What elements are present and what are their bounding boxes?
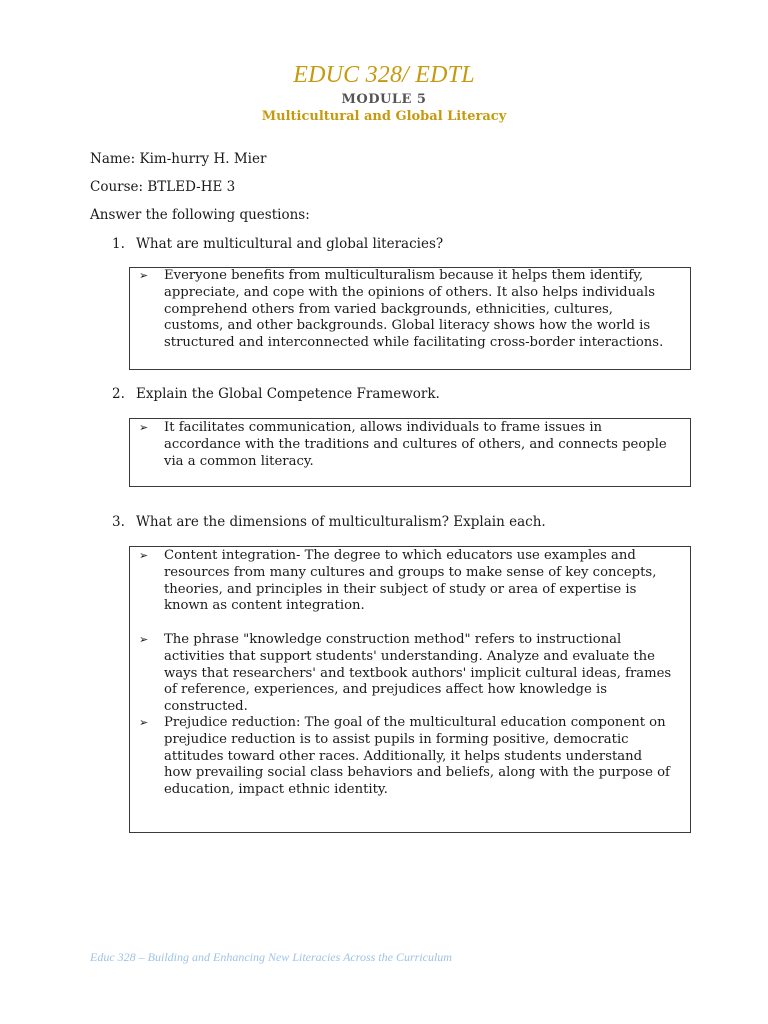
question-number: 2.	[112, 386, 125, 402]
answer-item	[138, 632, 672, 716]
answer-item	[138, 420, 672, 470]
question-1	[112, 236, 443, 252]
instruction-text: Answer the following questions:	[90, 207, 310, 223]
page-footer: Educ 328 – Building and Enhancing New Literacies Across the Curriculum	[90, 950, 452, 964]
arrow-bullet-icon: ➢	[139, 269, 149, 282]
answer-box-2	[129, 418, 691, 487]
answer-text: Everyone benefits from multiculturalism because it helps them identify, appreciate, and cope with the opinions of others. It also helps individuals comprehend others from varied backgrounds, ethnicities, cultures, customs, and other backgrounds. Global literacy shows how the world is structured and interconnected while facilitating cross-border interactions.	[164, 268, 664, 351]
question-3	[112, 514, 546, 530]
arrow-bullet-icon: ➢	[139, 633, 149, 646]
module-label: MODULE 5	[341, 92, 427, 107]
answer-text: The phrase "knowledge construction method" refers to instructional activities that support students' understanding. Analyze and evaluate the ways that researchers' and textbook authors' implicit cultural ideas, frames of reference, experiences, and prejudices affect how knowledge is constructed.	[164, 632, 672, 715]
question-number: 3.	[112, 514, 125, 530]
answer-box-1	[129, 267, 691, 370]
arrow-bullet-icon: ➢	[139, 421, 149, 434]
answer-item	[138, 715, 672, 799]
question-text: Explain the Global Competence Framework.	[136, 386, 440, 402]
answer-item	[138, 548, 672, 615]
question-number: 1.	[112, 236, 125, 252]
answer-item	[138, 268, 672, 352]
question-text: What are multicultural and global literacies?	[136, 236, 444, 252]
answer-text: Content integration- The degree to which educators use examples and resources from many cultures and groups to make sense of key concepts, theories, and principles in their subject of study or area of expertise is known as content integration.	[164, 548, 657, 614]
question-text: What are the dimensions of multiculturalism? Explain each.	[136, 514, 546, 530]
question-2	[112, 386, 440, 402]
answer-text: It facilitates communication, allows individuals to frame issues in accordance with the traditions and cultures of others, and connects people via a common literacy.	[164, 420, 667, 469]
arrow-bullet-icon: ➢	[139, 549, 149, 562]
answer-text: Prejudice reduction: The goal of the multicultural education component on prejudice reduction is to assist pupils in forming positive, democratic attitudes toward other races. Additionally, it helps students understand how prevailing social class behaviors and beliefs, along with the purpose of education, impact ethnic identity.	[164, 715, 670, 798]
arrow-bullet-icon: ➢	[139, 716, 149, 729]
module-subtitle: Multicultural and Global Literacy	[261, 109, 507, 124]
student-name: Name: Kim-hurry H. Mier	[90, 151, 267, 167]
course-title: EDUC 328/ EDTL	[293, 62, 475, 88]
student-course: Course: BTLED-HE 3	[90, 179, 236, 195]
answer-box-3	[129, 546, 691, 833]
